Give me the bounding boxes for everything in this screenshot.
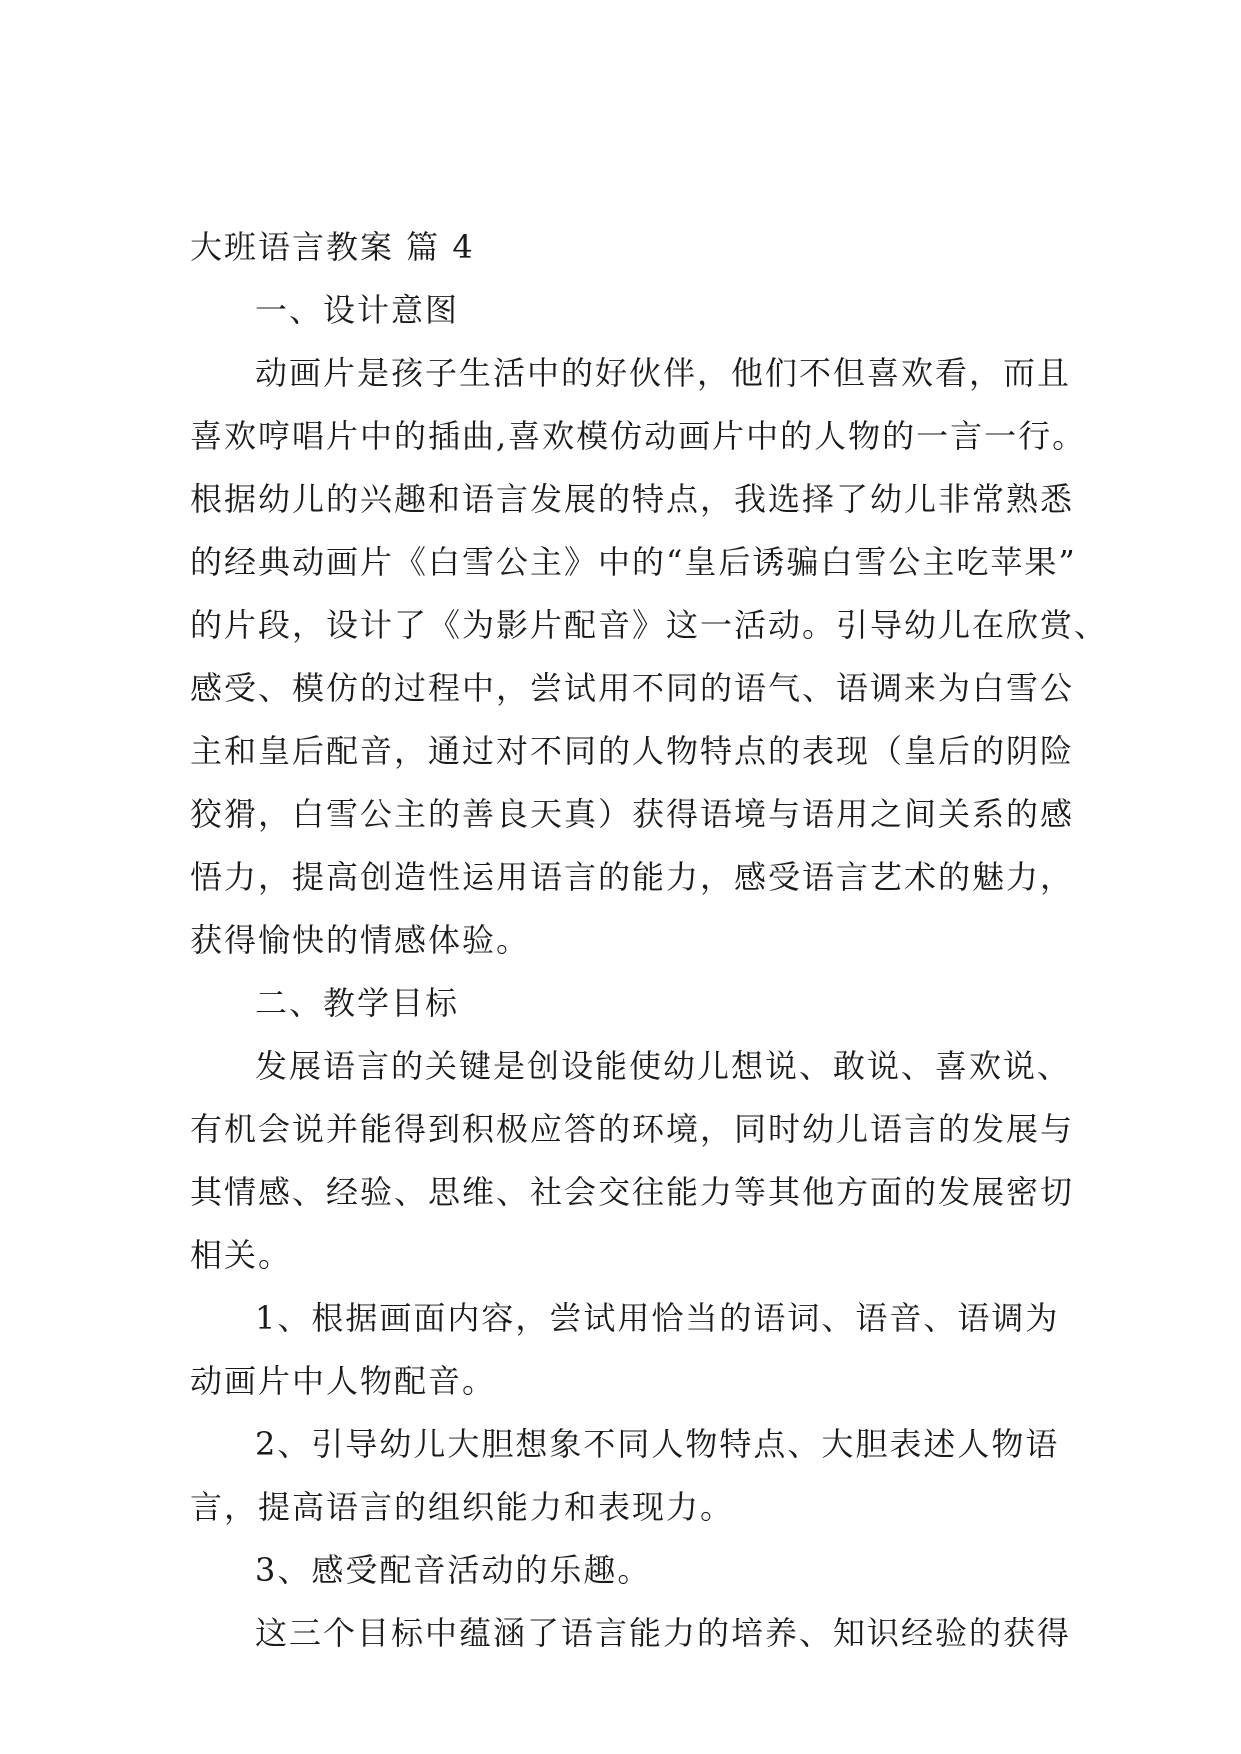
paragraph-line: 相关。 — [190, 1236, 293, 1274]
paragraph-line: 其情感、经验、思维、社会交往能力等其他方面的发展密切 — [190, 1173, 1075, 1211]
list-item-1: 1、根据画面内容，尝试用恰当的语词、语音、语调为 — [255, 1299, 1060, 1337]
paragraph-line: 感受、模仿的过程中，尝试用不同的语气、语调来为白雪公 — [190, 669, 1075, 707]
paragraph-line: 狡猾，白雪公主的善良天真）获得语境与语用之间关系的感 — [190, 795, 1075, 833]
paragraph-line: 悟力，提高创造性运用语言的能力，感受语言艺术的魅力， — [190, 858, 1075, 896]
paragraph-line: 根据幼儿的兴趣和语言发展的特点，我选择了幼儿非常熟悉 — [190, 480, 1075, 518]
paragraph-line: 获得愉快的情感体验。 — [190, 921, 531, 959]
paragraph-line: 这三个目标中蕴涵了语言能力的培养、知识经验的获得 — [255, 1614, 1072, 1652]
paragraph-line: 的经典动画片《白雪公主》中的“皇后诱骗白雪公主吃苹果” — [190, 543, 1077, 581]
paragraph-line: 有机会说并能得到积极应答的环境，同时幼儿语言的发展与 — [190, 1110, 1075, 1148]
paragraph-line: 的片段，设计了《为影片配音》这一活动。引导幼儿在欣赏、 — [190, 606, 1109, 644]
list-item-2: 2、引导幼儿大胆想象不同人物特点、大胆表述人物语 — [255, 1425, 1060, 1463]
paragraph-line: 发展语言的关键是创设能使幼儿想说、敢说、喜欢说、 — [255, 1047, 1072, 1085]
list-item-3: 3、感受配音活动的乐趣。 — [255, 1551, 652, 1589]
list-item-1-cont: 动画片中人物配音。 — [190, 1362, 497, 1400]
document-title: 大班语言教案 篇 4 — [190, 228, 475, 266]
paragraph-line: 主和皇后配音，通过对不同的人物特点的表现（皇后的阴险 — [190, 732, 1075, 770]
paragraph-line: 喜欢哼唱片中的插曲,喜欢模仿动画片中的人物的一言一行。 — [190, 417, 1087, 455]
section-heading-2: 二、教学目标 — [255, 984, 460, 1022]
list-item-2-cont: 言，提高语言的组织能力和表现力。 — [190, 1488, 735, 1526]
paragraph-line: 动画片是孩子生活中的好伙伴，他们不但喜欢看，而且 — [255, 354, 1072, 392]
section-heading-1: 一、设计意图 — [255, 291, 460, 329]
